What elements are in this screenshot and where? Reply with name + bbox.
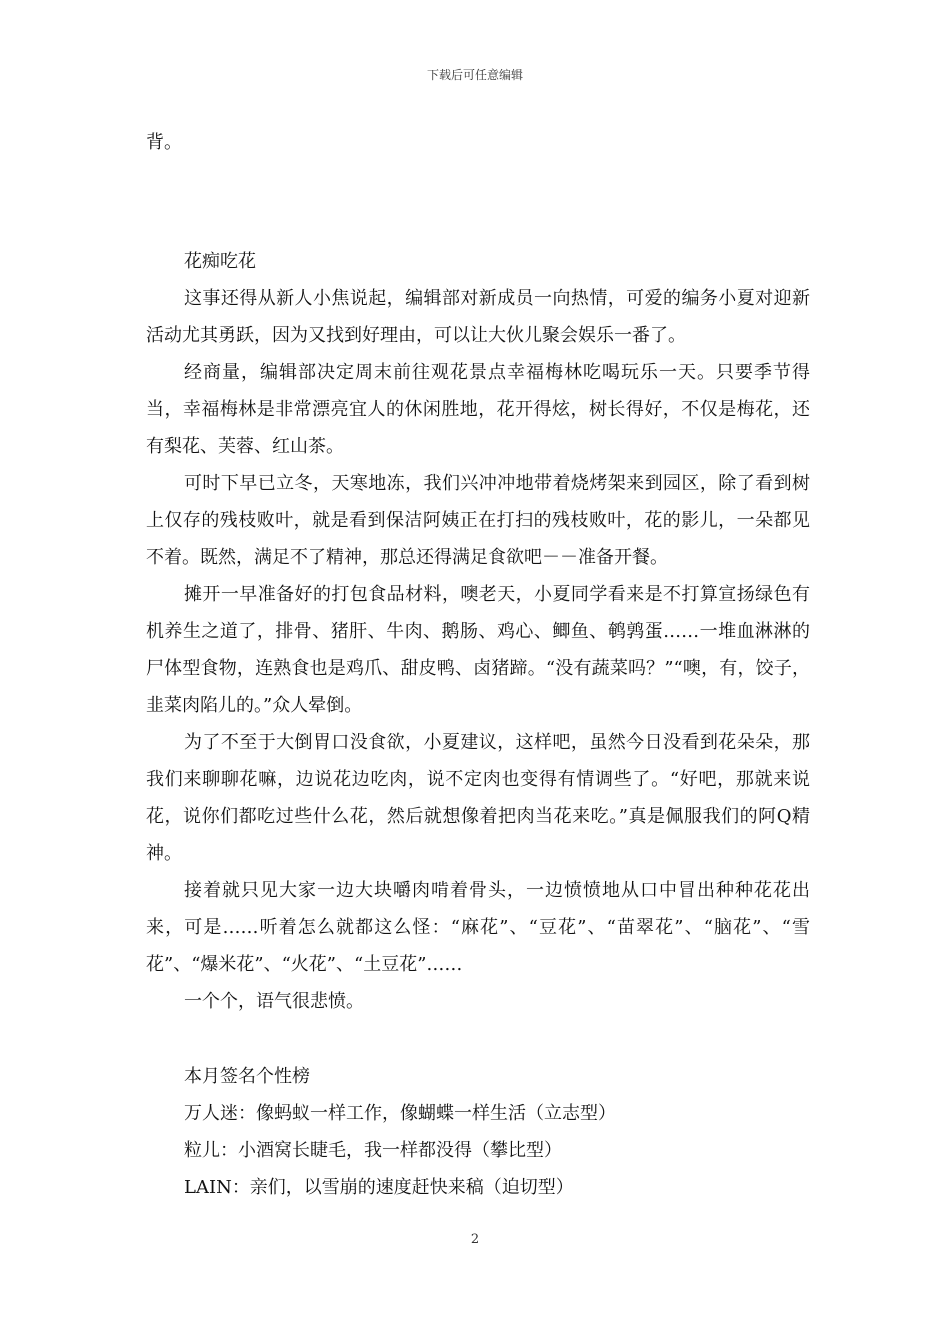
page-body [146,124,810,1206]
signature-item: 粒儿：小酒窝长睫毛，我一样都没得（攀比型） [184,1140,562,1161]
article-paragraph: 这事还得从新人小焦说起，编辑部对新成员一向热情，可爱的编务小夏对迎新活动尤其勇跃，因为又找到好理由，可以让大伙儿聚会娱乐一番了。 [146,288,810,346]
article-paragraph: 接着就只见大家一边大块嚼肉啃着骨头，一边愤愤地从口中冒出种种花花出来，可是……听着怎么就都这么怪：“麻花”、“豆花”、“苗翠花”、“脑花”、“雪花”、“爆米花”、“火花”、“土豆花”…… [146,880,810,975]
article-paragraph: 经商量，编辑部决定周末前往观花景点幸福梅林吃喝玩乐一天。只要季节得当，幸福梅林是非常漂亮宜人的休闲胜地，花开得炫，树长得好，不仅是梅花，还有梨花、芙蓉、红山茶。 [146,362,810,457]
article-paragraph: 一个个，语气很悲愤。 [184,991,364,1012]
signature-item: 万人迷：像蚂蚁一样工作，像蝴蝶一样生活（立志型） [184,1103,616,1124]
page-header: 下载后可任意编辑 [426,68,523,82]
article-title: 花痴吃花 [184,251,256,272]
signature-item: LAIN：亲们，以雪崩的速度赶快来稿（迫切型） [184,1177,574,1198]
article-paragraph: 可时下早已立冬，天寒地冻，我们兴冲冲地带着烧烤架来到园区，除了看到树上仅存的残枝败叶，就是看到保洁阿姨正在打扫的残枝败叶，花的影儿，一朵都见不着。既然，满足不了精神，那总还得满足食欲吧－－准备开餐。 [146,473,810,568]
article-paragraph: 为了不至于大倒胃口没食欲，小夏建议，这样吧，虽然今日没看到花朵朵，那我们来聊聊花嘛，边说花边吃肉，说不定肉也变得有情调些了。“好吧，那就来说花，说你们都吃过些什么花，然后就想像着把肉当花来吃。”真是佩服我们的阿Q精神。 [146,732,810,864]
article-paragraph: 摊开一早准备好的打包食品材料，噢老天，小夏同学看来是不打算宣扬绿色有机养生之道了，排骨、猪肝、牛肉、鹅肠、鸡心、鲫鱼、鹌鹑蛋……一堆血淋淋的尸体型食物，连熟食也是鸡爪、甜皮鸭、卤猪蹄。“没有蔬菜吗？”“噢，有，饺子，韭菜肉陷儿的。”众人晕倒。 [146,584,810,716]
continuation-text: 背。 [146,132,182,153]
signature-section-title: 本月签名个性榜 [184,1066,310,1087]
section-gap [146,161,810,243]
section-gap [146,1020,810,1058]
page-number: 2 [470,1232,480,1247]
